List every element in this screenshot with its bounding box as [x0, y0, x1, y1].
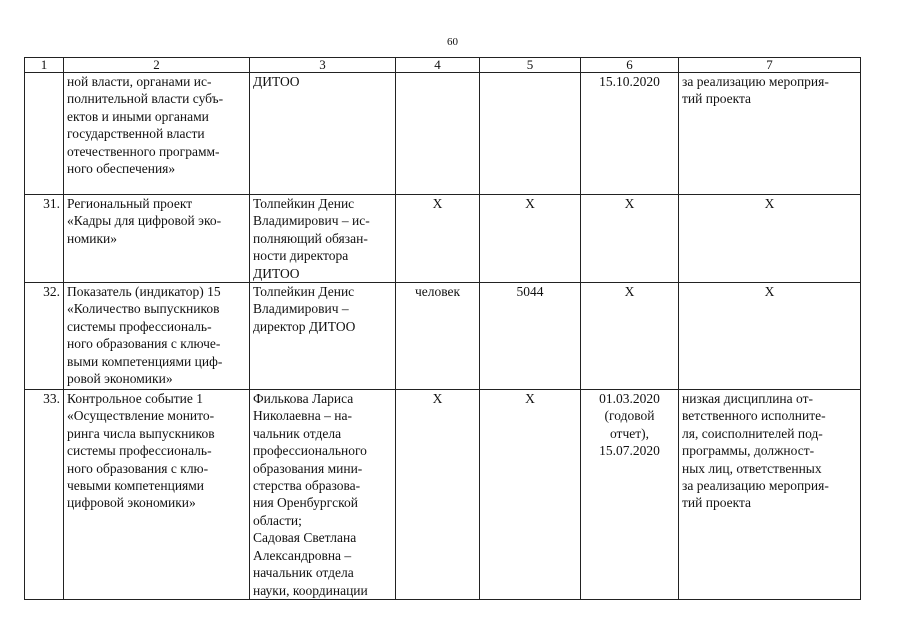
date-cell: Х: [624, 196, 635, 211]
column-number-header: 5: [480, 58, 581, 73]
plan-table: [24, 57, 861, 600]
unit-cell: Х: [396, 195, 480, 283]
responsible-person: Филькова Лариса Николаевна – на- чальник отдела профессионального образования мини- стерства образова- ния Оренбургской области; Садовая Светлана Александровна – начальник отдела науки, координации: [253, 391, 368, 598]
column-number-row: [25, 58, 861, 73]
unit-cell: [396, 73, 480, 195]
unit-cell: Х: [396, 390, 480, 600]
column-number-header: 6: [581, 58, 679, 73]
risk-cell: Х: [764, 284, 775, 300]
value-cell: 5044: [480, 283, 581, 390]
column-number-header: 3: [250, 58, 396, 73]
item-name: Показатель (индикатор) 15 «Количество выпускников системы профессиональ- ного образования с ключе- выми компетенциями циф- ровой экономики»: [67, 284, 223, 387]
unit-cell: человек: [396, 283, 480, 390]
responsible-person: Толпейкин Денис Владимирович – ис- полняющий обязан- ности директора ДИТОО: [253, 196, 370, 281]
item-name: ной власти, органами ис- полнительной власти субъ- ектов и иными органами государственной власти отечественного программ- ного обеспечения»: [67, 74, 224, 177]
row-number: 33.: [25, 390, 64, 600]
row-number: 32.: [25, 283, 64, 390]
value-cell: Х: [480, 390, 581, 600]
row-number: [25, 73, 64, 195]
table-row: [25, 195, 861, 283]
table-row: [25, 390, 861, 600]
page-number: 60: [447, 36, 458, 48]
row-number: 31.: [25, 195, 64, 283]
item-name: Контрольное событие 1 «Осуществление монито- ринга числа выпускников системы профессиональ- ного образования с клю- чевыми компетенциями цифровой экономики»: [67, 391, 215, 511]
responsible-person: ДИТОО: [253, 74, 300, 89]
date-cell: 01.03.2020 (годовой отчет), 15.07.2020: [599, 391, 660, 459]
item-name: Региональный проект «Кадры для цифровой эко- номики»: [67, 196, 222, 246]
responsible-person: Толпейкин Денис Владимирович – директор ДИТОО: [253, 284, 356, 334]
column-number-header: 4: [396, 58, 480, 73]
date-cell: 15.10.2020: [599, 74, 660, 89]
table-row: [25, 283, 861, 390]
value-cell: [480, 73, 581, 195]
column-number-header: 2: [64, 58, 250, 73]
column-number-header: 1: [25, 58, 64, 73]
table-row: [25, 73, 861, 195]
value-cell: Х: [480, 195, 581, 283]
risk-cell: Х: [764, 196, 775, 211]
risk-cell: низкая дисциплина от- ветственного исполните- ля, соисполнителей под- программы, должност- ных лиц, ответственных за реализацию мероприя- тий проекта: [682, 391, 829, 511]
date-cell: Х: [624, 284, 635, 300]
column-number-header: 7: [679, 58, 861, 73]
risk-cell: за реализацию мероприя- тий проекта: [682, 74, 829, 107]
